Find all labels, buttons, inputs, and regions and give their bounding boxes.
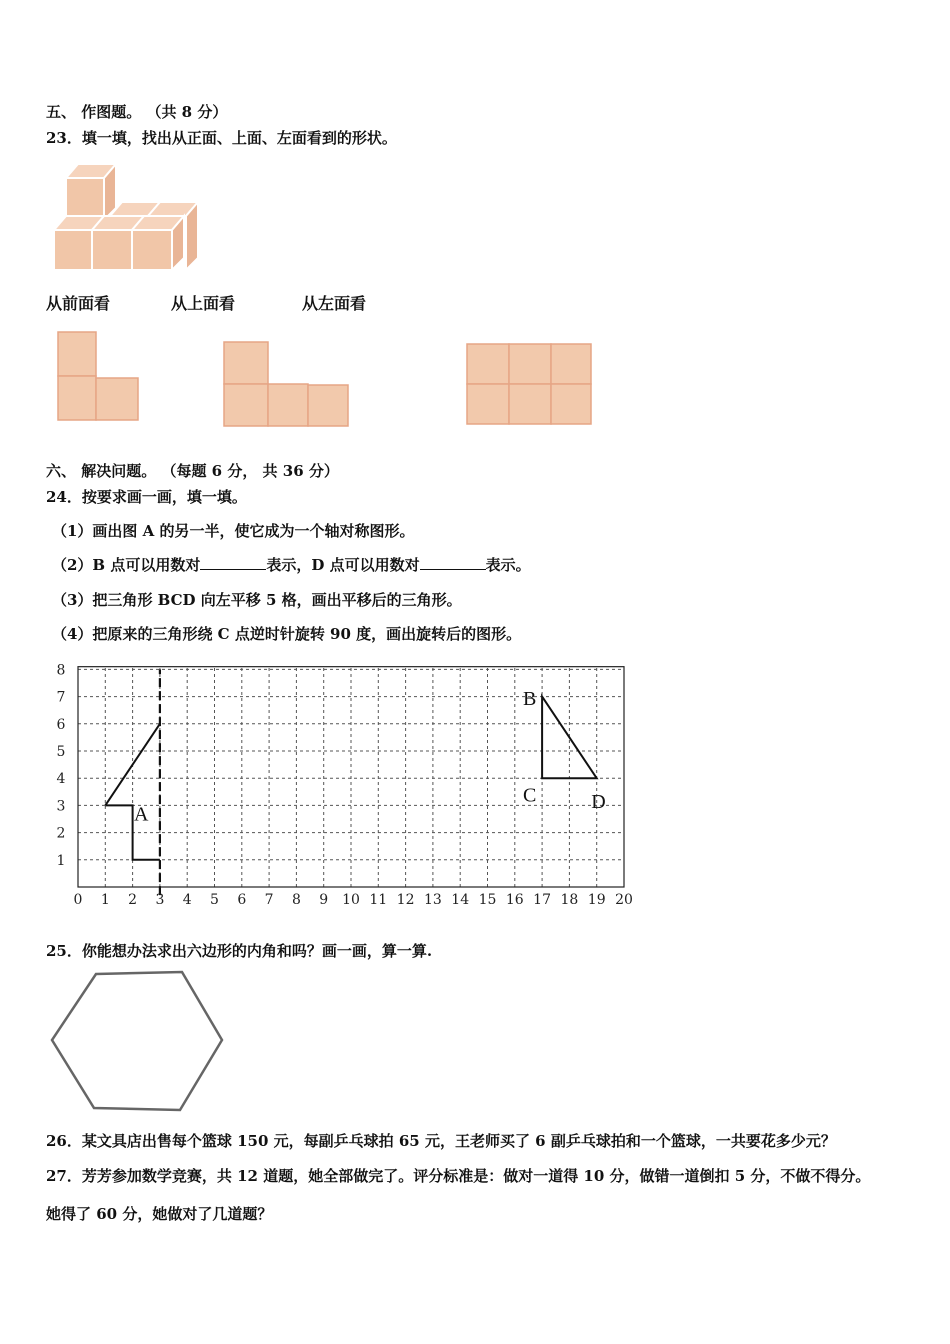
- view-label-top: 从上面看: [171, 294, 236, 313]
- x-tick-label: 16: [505, 892, 524, 908]
- x-tick-label: 17: [533, 892, 552, 908]
- y-tick-label: 1: [56, 852, 66, 869]
- x-tick-label: 20: [615, 892, 633, 908]
- y-tick-label: 2: [56, 825, 66, 842]
- x-tick-label: 4: [182, 892, 192, 908]
- y-tick-label: 3: [56, 798, 66, 815]
- question-27-line1: 27．芳芳参加数学竞赛，共 12 道题，她全部做完了。评分标准是：做对一道得 10 分，做错一道倒扣 5 分，不做不得分。: [46, 1167, 871, 1185]
- x-tick-label: 1: [100, 892, 110, 908]
- x-tick-label: 10: [342, 892, 360, 908]
- part2-text-a: （2）B 点可以用数对: [52, 556, 201, 574]
- question-24-part1: （1）画出图 A 的另一半，使它成为一个轴对称图形。: [52, 522, 415, 540]
- top-view-shape: [222, 340, 352, 428]
- hexagon-figure: [46, 968, 228, 1114]
- label-a: A: [133, 803, 149, 826]
- coordinate-grid: [48, 658, 648, 912]
- label-b: B: [522, 687, 537, 710]
- part2-text-c: 表示。: [485, 556, 531, 574]
- x-tick-label: 19: [587, 892, 606, 908]
- y-tick-label: 5: [56, 744, 66, 760]
- question-26: 26．某文具店出售每个篮球 150 元，每副乒乓球拍 65 元，王老师买了 6 副乒乓球拍和一个篮球，一共要花多少元？: [46, 1132, 836, 1150]
- x-tick-label: 15: [478, 892, 497, 908]
- x-tick-label: 5: [210, 892, 219, 908]
- answer-blank-d[interactable]: [420, 555, 486, 570]
- y-tick-label: 7: [56, 689, 66, 706]
- front-view-shape: [56, 330, 142, 424]
- x-tick-label: 7: [264, 892, 274, 908]
- label-c: C: [522, 784, 537, 807]
- cube-stack-figure: [50, 160, 210, 275]
- question-24-part4: （4）把原来的三角形绕 C 点逆时针旋转 90 度，画出旋转后的图形。: [52, 625, 522, 643]
- left-view-shape: [465, 342, 595, 428]
- view-label-front: 从前面看: [46, 294, 111, 313]
- question-24-part2: [52, 555, 531, 575]
- answer-blank-b[interactable]: [200, 555, 266, 570]
- y-tick-label: 8: [56, 662, 66, 679]
- y-tick-label: 6: [56, 716, 66, 733]
- question-24-part3: （3）把三角形 BCD 向左平移 5 格，画出平移后的三角形。: [52, 591, 462, 609]
- y-tick-label: 4: [56, 771, 66, 788]
- x-tick-label: 13: [423, 892, 442, 908]
- section-title-5: 五、 作图题。 （共 8 分）: [46, 103, 228, 121]
- part2-text-b: 表示，D 点可以用数对: [266, 556, 420, 574]
- label-d: D: [591, 791, 606, 814]
- view-label-left: 从左面看: [302, 294, 367, 313]
- x-tick-label: 14: [451, 892, 470, 908]
- x-tick-label: 6: [237, 892, 247, 908]
- x-tick-label: 2: [128, 892, 138, 908]
- x-tick-label: 9: [319, 892, 329, 908]
- section-title-6: 六、 解决问题。 （每题 6 分， 共 36 分）: [46, 462, 339, 480]
- hexagon-shape: [52, 972, 222, 1110]
- question-24: 24．按要求画一画，填一填。: [46, 488, 247, 506]
- x-tick-label: 8: [291, 892, 301, 908]
- x-tick-label: 18: [560, 892, 579, 908]
- x-tick-label: 0: [73, 892, 83, 908]
- question-23: 23．填一填，找出从正面、上面、左面看到的形状。: [46, 129, 397, 147]
- question-27-line2: 她得了 60 分，她做对了几道题？: [46, 1205, 273, 1223]
- x-tick-label: 11: [369, 892, 388, 908]
- x-tick-label: 12: [396, 892, 415, 908]
- question-25: 25．你能想办法求出六边形的内角和吗？画一画，算一算.: [46, 942, 433, 960]
- x-tick-label: 3: [155, 892, 165, 908]
